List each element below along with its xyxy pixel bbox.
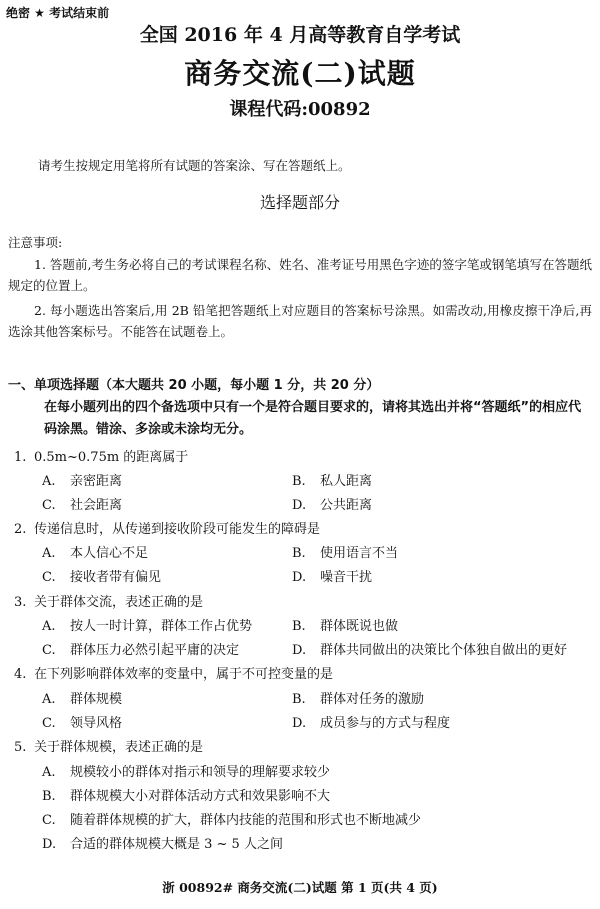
option-text: 群体既说也做 — [320, 619, 399, 634]
option-text: 随着群体规模的扩大，群体内技能的范围和形式也不断地减少 — [70, 813, 422, 828]
option-letter: C. — [42, 498, 56, 513]
secret-mark: 绝密 ★ 考试结束前 — [6, 6, 110, 20]
option-letter: A. — [42, 474, 56, 489]
option — [292, 542, 398, 561]
answer-instruction: 请考生按规定用笔将所有试题的答案涂、写在答题纸上。 — [38, 158, 351, 173]
question-text: 0.5m~0.75m 的距离属于 — [34, 450, 189, 465]
option-text: 接收者带有偏见 — [70, 570, 162, 585]
question-stem — [14, 446, 188, 465]
option — [292, 494, 372, 513]
option-text: 噪音干扰 — [320, 570, 373, 585]
option-letter: B. — [292, 474, 306, 489]
question-number: 2. — [14, 522, 27, 537]
option-text: 群体规模 — [70, 692, 123, 707]
exam-title: 全国 2016 年 4 月高等教育自学考试 — [139, 24, 461, 46]
question-text: 关于群体规模，表述正确的是 — [34, 740, 204, 755]
option-letter: C. — [42, 570, 56, 585]
option — [42, 688, 122, 707]
option-letter: A. — [42, 619, 56, 634]
course-code: 课程代码:00892 — [229, 99, 371, 120]
option — [42, 785, 330, 804]
option — [292, 566, 372, 585]
section-title: 选择题部分 — [259, 193, 340, 212]
option — [42, 615, 252, 634]
option-text: 群体压力必然引起平庸的决定 — [70, 643, 240, 658]
option — [292, 639, 567, 658]
question-text: 关于群体交流，表述正确的是 — [34, 595, 204, 610]
question-stem — [14, 663, 333, 682]
option-letter: B. — [292, 546, 306, 561]
option-letter: C. — [42, 716, 56, 731]
question-text: 在下列影响群体效率的变量中，属于不可控变量的是 — [34, 667, 334, 682]
notes-heading: 注意事项: — [8, 235, 63, 250]
question-stem — [14, 736, 203, 755]
option-text: 公共距离 — [320, 498, 373, 513]
option — [292, 688, 424, 707]
option-letter: A. — [42, 546, 56, 561]
option-letter: C. — [42, 813, 56, 828]
question-number: 4. — [14, 667, 27, 682]
option-letter: D. — [292, 716, 307, 731]
option — [292, 470, 372, 489]
option-letter: D. — [292, 570, 307, 585]
note-item: 1. 答题前,考生务必将自己的考试课程名称、姓名、准考证号用黑色字迹的签字笔或钢笔填写在答题纸规定的位置上。 — [8, 257, 592, 293]
option-letter: D. — [42, 837, 57, 852]
question-stem — [14, 518, 320, 537]
option-letter: A. — [42, 765, 56, 780]
option — [42, 809, 421, 828]
option — [42, 833, 283, 852]
page-footer: 浙 00892# 商务交流(二)试题 第 1 页(共 4 页) — [162, 880, 438, 895]
option-letter: B. — [42, 789, 56, 804]
part-heading: 一、单项选择题（本大题共 20 小题，每小题 1 分，共 20 分） — [8, 378, 380, 393]
option-text: 使用语言不当 — [320, 546, 399, 561]
option-text: 规模较小的群体对指示和领导的理解要求较少 — [70, 765, 331, 780]
option-text: 群体规模大小对群体活动方式和效果影响不大 — [70, 789, 331, 804]
note-item: 2. 每小题选出答案后,用 2B 铅笔把答题纸上对应题目的答案标号涂黑。如需改动,用橡皮擦干净后,再选涂其他答案标号。不能答在试题卷上。 — [8, 303, 592, 339]
option-text: 社会距离 — [70, 498, 123, 513]
option — [42, 639, 239, 658]
option-letter: D. — [292, 498, 307, 513]
option-text: 私人距离 — [320, 474, 373, 489]
option — [292, 712, 450, 731]
question-number: 1. — [14, 450, 27, 465]
option-text: 成员参与的方式与程度 — [320, 716, 451, 731]
option-text: 按人一时计算，群体工作占优势 — [70, 619, 253, 634]
part-description: 在每小题列出的四个备选项中只有一个是符合题目要求的，请将其选出并将“答题纸”的相应代码涂黑。错涂、多涂或未涂均无分。 — [44, 400, 582, 437]
option-letter: B. — [292, 619, 306, 634]
option — [292, 615, 398, 634]
option — [42, 494, 122, 513]
option-letter: B. — [292, 692, 306, 707]
option-text: 本人信心不足 — [70, 546, 149, 561]
option-letter: D. — [292, 643, 307, 658]
question-number: 5. — [14, 740, 27, 755]
subject-title: 商务交流(二)试题 — [184, 57, 416, 90]
option — [42, 470, 122, 489]
question-stem — [14, 591, 203, 610]
option-letter: A. — [42, 692, 56, 707]
option-text: 合适的群体规模大概是 3 ~ 5 人之间 — [70, 837, 283, 852]
option-letter: C. — [42, 643, 56, 658]
option — [42, 712, 122, 731]
question-text: 传递信息时，从传递到接收阶段可能发生的障碍是 — [34, 522, 321, 537]
option-text: 领导风格 — [70, 716, 123, 731]
option — [42, 542, 148, 561]
option-text: 亲密距离 — [70, 474, 123, 489]
option — [42, 761, 330, 780]
option-text: 群体对任务的激励 — [320, 692, 425, 707]
option — [42, 566, 161, 585]
question-number: 3. — [14, 595, 27, 610]
option-text: 群体共同做出的决策比个体独自做出的更好 — [320, 643, 568, 658]
